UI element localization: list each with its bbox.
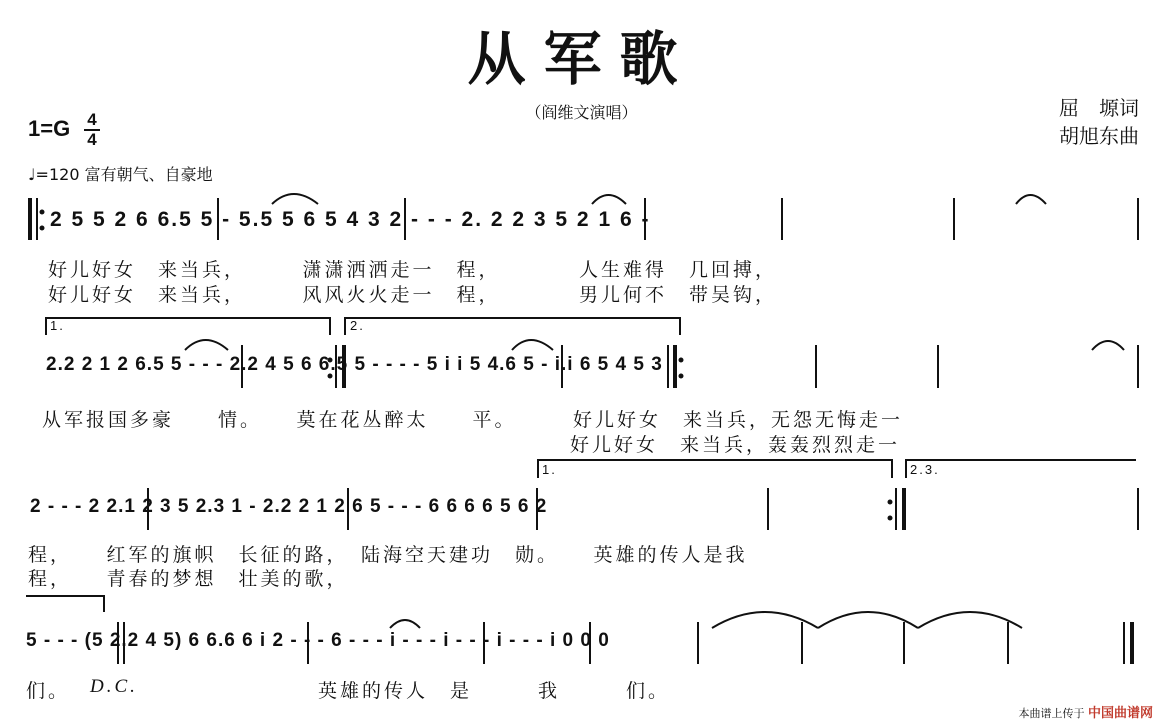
notation-row-2: 2.2 2 1 2 6.5 5 - - - 2.2 4 5 6 6.5 5 - - - - 5 i i 5 4.6 5 - i.i 6 5 4 5 3 [46, 354, 663, 375]
composer-credit: 胡旭东曲 [1059, 124, 1139, 148]
volta-2: 2. [350, 318, 365, 333]
song-title: 从军歌 [467, 25, 696, 93]
lyrics-row-1-verse-2: 好儿好女 来当兵， 风风火火走一 程， 男儿何不 带吴钩， [48, 284, 778, 306]
dc-marking: D.C. [90, 676, 138, 697]
volta-1-row-3: 1. [542, 462, 557, 477]
lyricist-credit: 屈 塬词 [1059, 96, 1139, 120]
notation-row-3: 2 - - - 2 2.1 2 3 5 2.3 1 - 2.2 2 1 2 6 5 - - - 6 6 6 6 5 6 2 [30, 496, 548, 517]
lyrics-row-3-verse-1: 程， 红军的旗帜 长征的路， 陆海空天建功 勋。 英雄的传人是我 [28, 544, 748, 566]
footer-text: 本曲谱上传于 [1018, 707, 1085, 720]
notation-row-1: 2 5 5 2 6 6.5 5 - 5.5 5 6 5 4 3 2 - - - 2. 2 2 3 5 2 1 6 - [50, 208, 651, 231]
tempo-marking: ♩=120 富有朝气、自豪地 [28, 165, 213, 184]
footer-credit [1018, 702, 1153, 721]
key-signature: 1=G [28, 116, 71, 141]
performer-subtitle: （阎维文演唱） [525, 103, 638, 122]
time-sig-top: 4 [87, 110, 97, 129]
footer-site-logo[interactable]: 中国曲谱网 [1087, 706, 1153, 721]
notation-row-4: 5 - - - (5 2.2 4 5) 6 6.6 6 i 2 - - - 6 - - - i - - - i - - - i - - - i 0 0 0 [26, 630, 610, 651]
lyrics-row-1-verse-1: 好儿好女 来当兵， 潇潇洒洒走一 程， 人生难得 几回搏， [48, 259, 778, 281]
lyrics-row-4: 英雄的传人 是 我 们。 [318, 680, 671, 702]
lyrics-row-2-verse-1: 从军报国多豪 情。 莫在花丛醉太 平。 好儿好女 来当兵，无怨无悔走一 [42, 409, 904, 431]
lyrics-row-4-end: 们。 [26, 680, 71, 702]
lyrics-row-2-verse-2: 好儿好女 来当兵，轰轰烈烈走一 [42, 434, 901, 456]
volta-2-3-row-3: 2.3. [910, 462, 940, 477]
time-sig-bottom: 4 [87, 130, 97, 149]
volta-1: 1. [50, 318, 65, 333]
lyrics-row-3-verse-2: 程， 青春的梦想 壮美的歌， [28, 568, 349, 590]
